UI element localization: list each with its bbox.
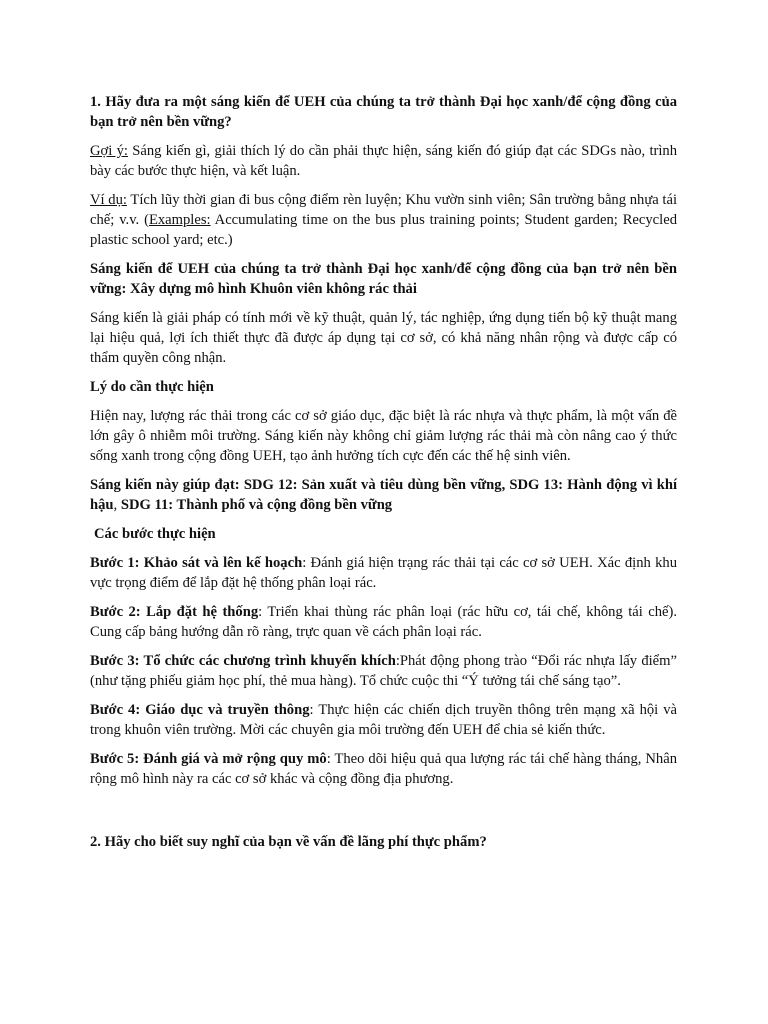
sdg-paragraph [90,475,677,515]
step-label: Bước 5: Đánh giá và mở rộng quy mô [90,751,327,767]
hint-text: Sáng kiến gì, giải thích lý do cần phải thực hiện, sáng kiến đó giúp đạt các SDGs nào, trình bày các bước thực hiện, và kết luận. [90,143,678,179]
step-text: : Đánh giá hiện trạng rác thải tại các cơ sở UEH. Xác định khu vực trọng điểm để lắp đặt hệ thống phân loại rác. [90,555,677,591]
step-label: Bước 2: Lắp đặt hệ thống [90,604,259,620]
reason-text: Hiện nay, lượng rác thải trong các cơ sở giáo dục, đặc biệt là rác nhựa và thực phẩm, là một vấn đề lớn gây ô nhiễm môi trường. Sáng kiến này không chỉ giảm lượng rác thải mà còn nâng cao ý thức sống xanh trong cộng đồng UEH, tạo ảnh hưởng tích cực đến các thế hệ sinh viên. [90,408,677,464]
step-item [90,700,677,740]
sdg-separator: , [113,497,121,513]
initiative-definition: Sáng kiến là giải pháp có tính mới về kỹ thuật, quản lý, tác nghiệp, ứng dụng tiến bộ kỹ thuật mang lại hiệu quả, lợi ích thiết thực đã được áp dụng tại cơ sở, có khả năng nhân rộng và được cấp có thẩm quyền công nhận. [90,310,677,366]
sdg-text-a: Sáng kiến này giúp đạt: SDG 12: Sản xuất và tiêu dùng bền vững, SDG 13: Hành động vì khí hậu [90,477,677,513]
step-label: Bước 1: Khảo sát và lên kế hoạch [90,555,303,571]
step-text: : Thực hiện các chiến dịch truyền thông trên mạng xã hội và trong khuôn viên trường. Mời các chuyên gia môi trường đến UEH để chia sẻ kiến thức. [90,702,677,738]
example-paragraph [90,190,677,250]
hint-paragraph [90,141,677,181]
step-item [90,553,677,593]
example-label: Ví dụ: [90,192,127,208]
step-item [90,651,677,691]
question-2-title: 2. Hãy cho biết suy nghĩ của bạn về vấn đề lãng phí thực phẩm? [90,834,487,850]
example-text: Tích lũy thời gian đi bus cộng điểm rèn luyện; Khu vườn sinh viên; Sân trường bằng nhựa tái chế; v.v. ( [90,192,678,228]
step-label: Bước 3: Tổ chức các chương trình khuyến khích [90,653,396,669]
steps-heading: Các bước thực hiện [94,526,216,542]
step-item [90,749,677,789]
step-item [90,602,677,642]
hint-label: Gợi ý: [90,143,128,159]
reason-heading: Lý do cần thực hiện [90,379,214,395]
initiative-heading: Sáng kiến để UEH của chúng ta trở thành Đại học xanh/để cộng đồng của bạn trở nên bền vững: Xây dựng mô hình Khuôn viên không rác thải [90,261,677,297]
step-label: Bước 4: Giáo dục và truyền thông [90,702,310,718]
spacer [90,798,677,832]
examples-label: Examples: [148,212,211,228]
step-text: : Triển khai thùng rác phân loại (rác hữu cơ, tái chế, không tái chế). Cung cấp bảng hướng dẫn rõ ràng, trực quan về cách phân loại rác. [90,604,677,640]
sdg-text-b: SDG 11: Thành phố và cộng đồng bền vững [120,497,393,513]
examples-text: Accumulating time on the bus plus training points; Student garden; Recycled plastic school yard; etc.) [90,212,677,248]
step-text: :Phát động phong trào “Đổi rác nhựa lấy điểm” (như tặng phiếu giảm học phí, thẻ mua hàng). Tổ chức cuộc thi “Ý tưởng tái chế sáng tạo”. [90,653,677,689]
step-text: : Theo dõi hiệu quả qua lượng rác tái chế hàng tháng, Nhân rộng mô hình này ra các cơ sở khác và cộng đồng địa phương. [90,751,677,787]
question-1-title: 1. Hãy đưa ra một sáng kiến để UEH của chúng ta trở thành Đại học xanh/để cộng đồng của bạn trở nên bền vững? [90,94,677,130]
document-body [90,92,677,861]
